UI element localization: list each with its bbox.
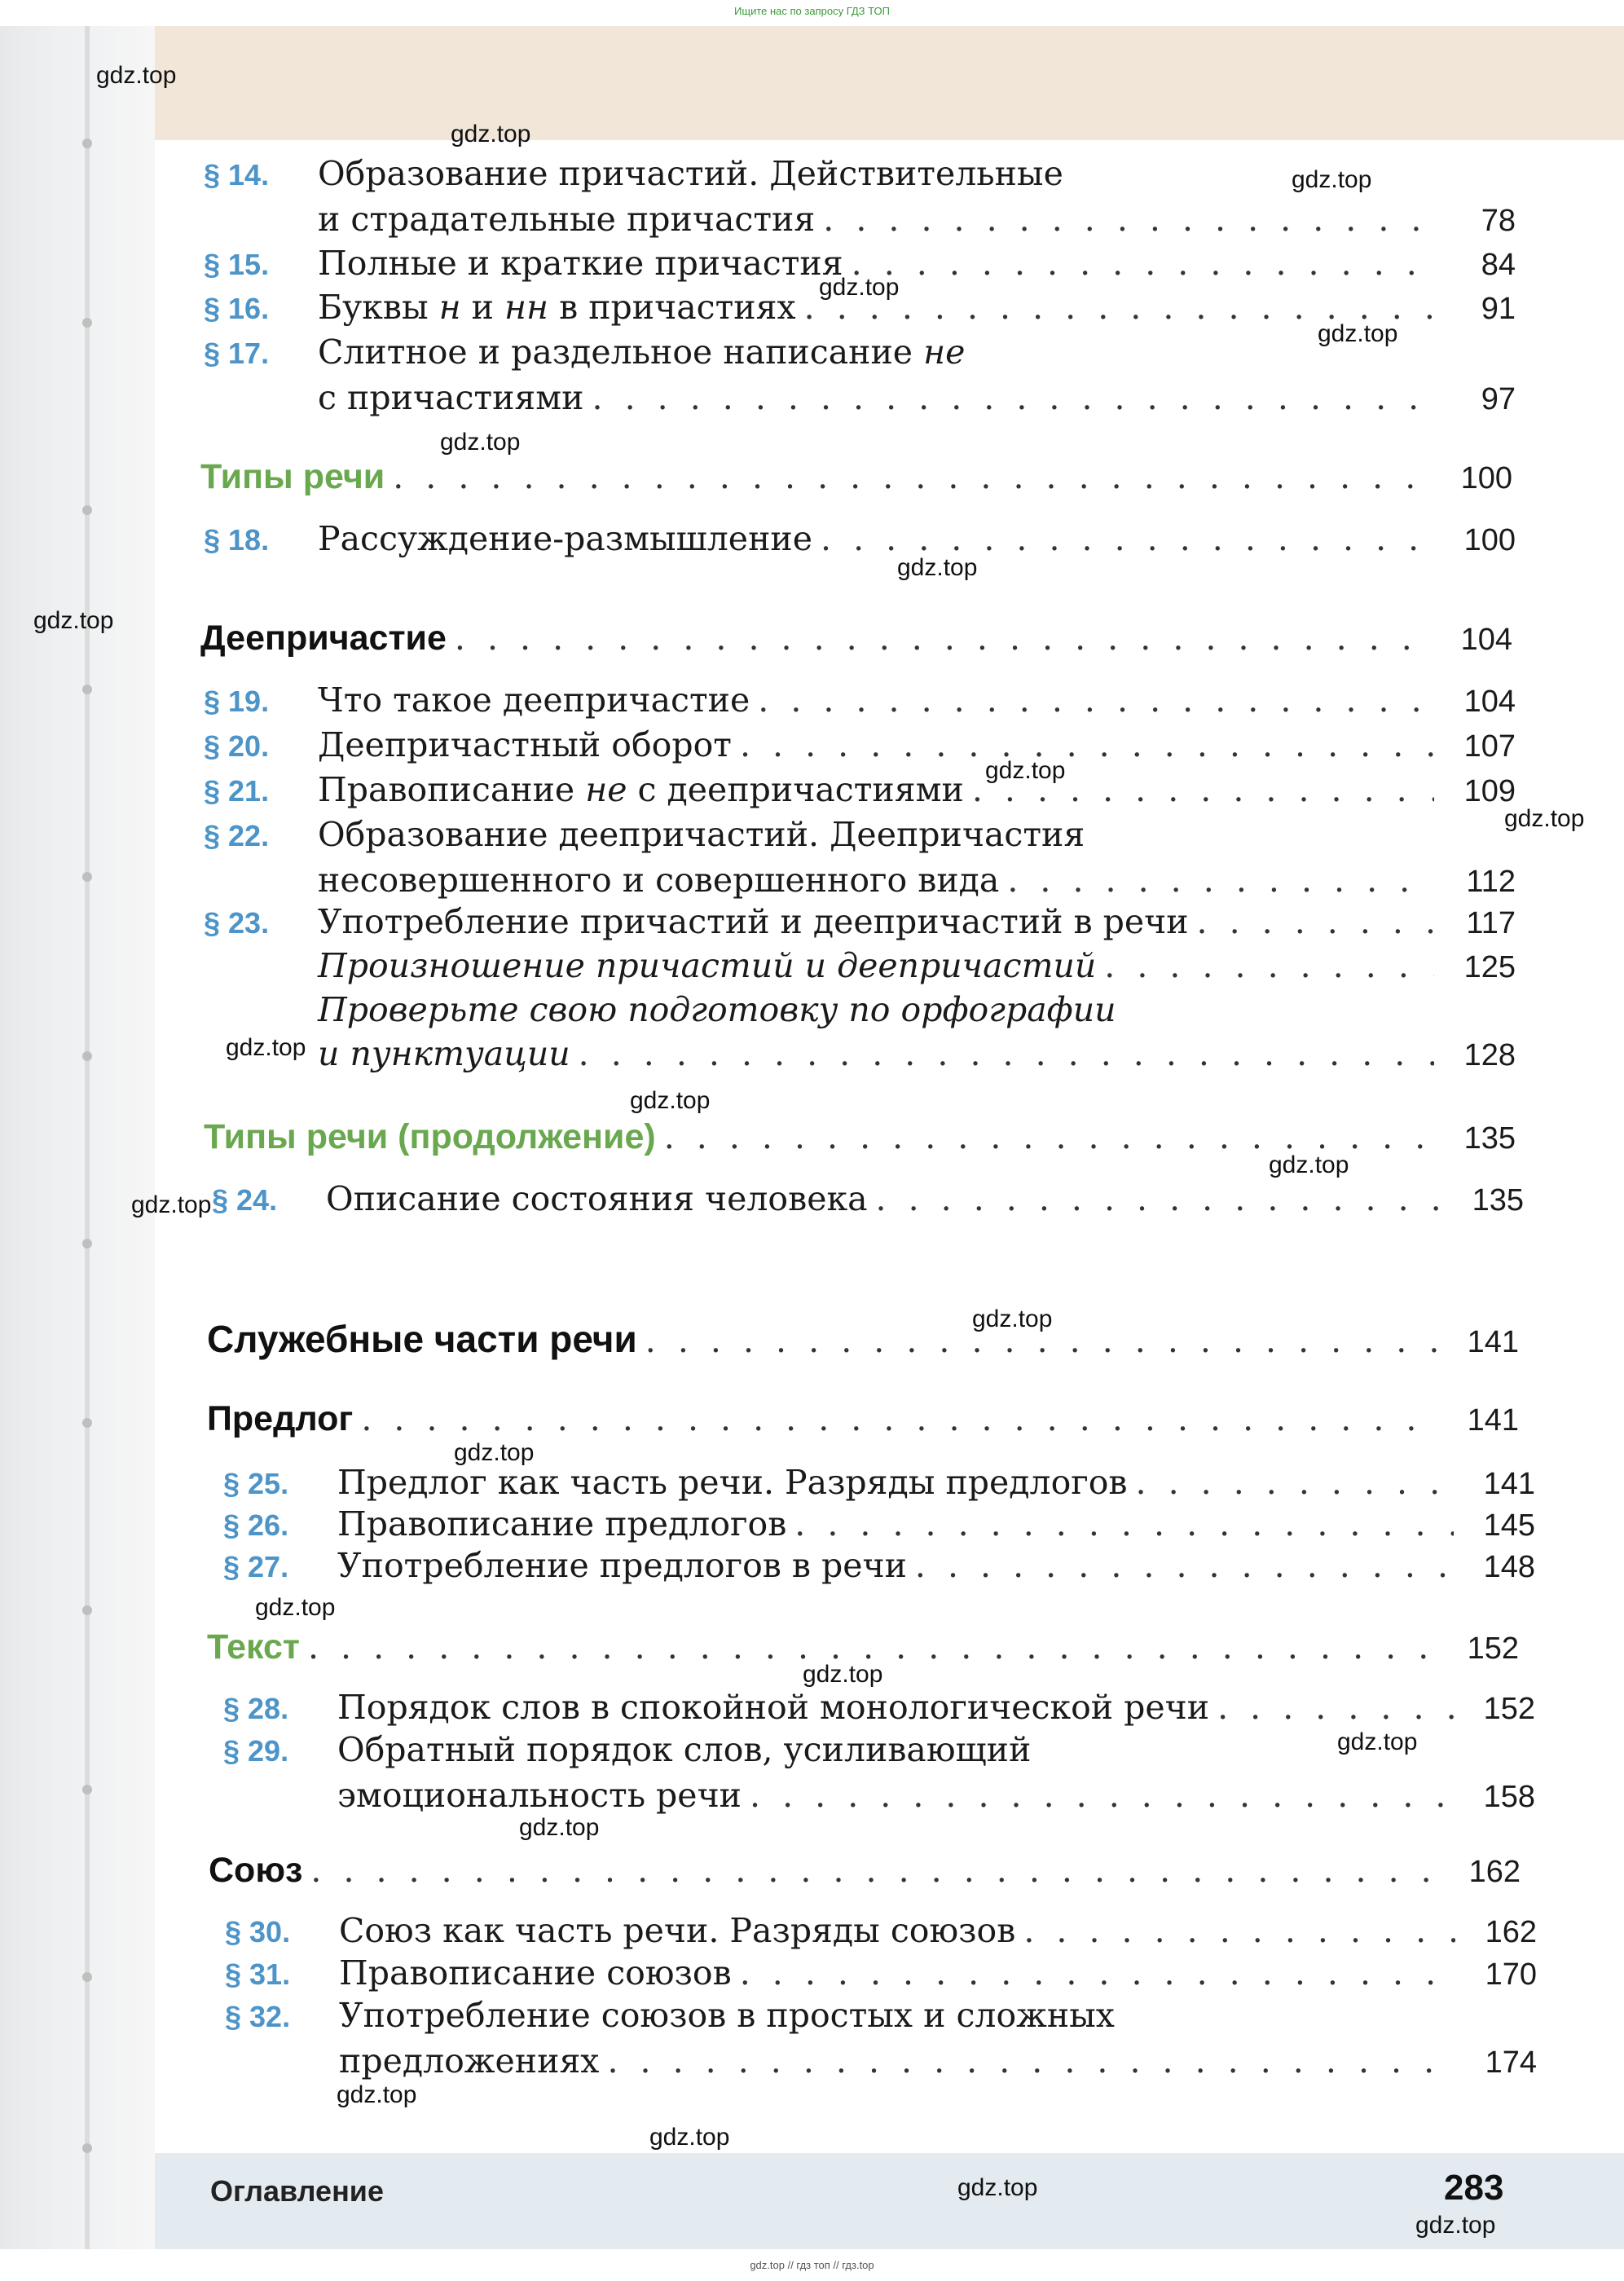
section-heading: Союз (209, 1851, 303, 1890)
entry-title: Образование причастий. Действительные (318, 154, 1063, 193)
top-notice: Ищите нас по запросу ГДЗ ТОП (734, 5, 890, 17)
section-number: § 18. (204, 523, 270, 557)
toc-entry (204, 944, 1516, 989)
page-number: 100 (1460, 461, 1512, 495)
page-number: 152 (1483, 1692, 1535, 1726)
dot-leader (823, 197, 1434, 241)
bottom-notice: gdz.top // гдз топ // гдз.top (750, 2259, 874, 2271)
watermark: gdz.top (1269, 1152, 1349, 1178)
section-number: § 32. (225, 2000, 291, 2033)
footer-title: Оглавление (210, 2174, 384, 2208)
dot-leader (794, 1502, 1454, 1546)
watermark: gdz.top (1415, 2212, 1496, 2239)
entry-title: Рассуждение-размышление (318, 519, 812, 558)
page-number: 84 (1481, 248, 1516, 282)
page-number: 117 (1466, 906, 1516, 940)
section-number: § 28. (223, 1692, 289, 1725)
section-heading: Текст (207, 1627, 300, 1667)
watermark: gdz.top (519, 1814, 600, 1841)
entry-title: Употребление союзов в простых и сложных (339, 1996, 1115, 2035)
dot-leader (1136, 1460, 1454, 1504)
watermark: gdz.top (1337, 1728, 1418, 1755)
dot-leader (310, 1848, 1439, 1892)
toc-part-heading (207, 1317, 1519, 1364)
toc-entry (225, 1993, 1537, 2085)
watermark: gdz.top (649, 2124, 730, 2151)
section-number: § 16. (204, 292, 270, 325)
toc-entry (204, 152, 1516, 243)
section-number: § 30. (225, 1915, 291, 1949)
toc-entry (204, 988, 1516, 1077)
watermark: gdz.top (630, 1087, 711, 1114)
toc-entry (225, 1951, 1537, 1997)
section-number: § 26. (223, 1508, 289, 1542)
watermark: gdz.top (226, 1034, 306, 1061)
dot-leader (361, 1397, 1437, 1441)
part-heading: Служебные части речи (207, 1318, 637, 1360)
page-number: 135 (1463, 1121, 1516, 1156)
watermark: gdz.top (957, 2174, 1038, 2201)
watermark: gdz.top (1318, 320, 1398, 347)
watermark: gdz.top (897, 554, 978, 581)
watermark: gdz.top (440, 429, 521, 456)
entry-title: Буквы н и нн в причастиях (318, 288, 796, 327)
dot-leader (1197, 900, 1434, 944)
page-number: 141 (1467, 1325, 1519, 1359)
page-number: 128 (1463, 1038, 1516, 1072)
watermark: gdz.top (337, 2081, 417, 2108)
entry-title: Описание состояния человека (326, 1179, 868, 1218)
section-number: § 19. (204, 685, 270, 718)
watermark: gdz.top (1504, 805, 1585, 832)
page-number: 109 (1463, 774, 1516, 808)
toc-entry (223, 1543, 1535, 1589)
entry-title-cont: предложениях (339, 2041, 600, 2081)
toc-entry (225, 1909, 1537, 1954)
dot-leader (592, 376, 1435, 420)
dot-leader (1023, 1909, 1455, 1953)
watermark: gdz.top (985, 757, 1066, 784)
watermark: gdz.top (96, 62, 177, 89)
toc-entry (223, 1460, 1535, 1506)
dot-leader (607, 2039, 1455, 2083)
page-number: 141 (1483, 1467, 1535, 1501)
section-number: § 21. (204, 774, 270, 808)
page-number: 162 (1468, 1855, 1521, 1889)
toc-entry (204, 812, 1516, 904)
footer-page-number: 283 (1444, 2168, 1504, 2208)
watermark: gdz.top (454, 1439, 535, 1466)
dot-leader (1104, 944, 1434, 988)
toc-entry (204, 768, 1516, 813)
dot-leader (455, 616, 1431, 660)
page-number: 97 (1481, 382, 1516, 416)
entry-title: Деепричастный оборот (318, 725, 732, 764)
entry-title: Образование деепричастий. Деепричастия (318, 815, 1085, 854)
section-number: § 17. (204, 337, 270, 370)
entry-title-cont: несовершенного и совершенного вида (318, 861, 1000, 900)
page-number: 162 (1485, 1915, 1537, 1949)
watermark: gdz.top (972, 1306, 1053, 1332)
section-number: § 29. (223, 1734, 289, 1768)
watermark: gdz.top (131, 1191, 212, 1218)
page-number: 174 (1485, 2045, 1537, 2080)
entry-title: Правописание союзов (339, 1953, 732, 1993)
dot-leader (740, 723, 1434, 767)
entry-title: Союз как часть речи. Разряды союзов (339, 1911, 1016, 1950)
toc-entry (204, 517, 1516, 562)
toc-section (209, 1848, 1521, 1894)
page-number: 112 (1466, 865, 1516, 899)
entry-title: Произношение причастий и деепричастий (318, 946, 1097, 985)
page-number: 152 (1467, 1631, 1519, 1666)
entry-title: Правописание предлогов (337, 1504, 787, 1543)
entry-title: Слитное и раздельное написание не (318, 332, 966, 372)
toc-entry (204, 723, 1516, 768)
watermark: gdz.top (1292, 166, 1372, 193)
entry-title: Правописание не с деепричастиями (318, 770, 964, 809)
entry-title: Употребление причастий и деепричастий в речи (318, 902, 1189, 941)
section-number: § 14. (204, 158, 270, 192)
dot-leader (393, 455, 1431, 499)
dot-leader (1217, 1685, 1454, 1729)
page-number: 141 (1467, 1403, 1519, 1438)
entry-title-cont: и страдательные причастия (318, 200, 816, 239)
section-heading: Типы речи (200, 457, 385, 496)
section-heading: Предлог (207, 1399, 354, 1438)
section-number: § 22. (204, 819, 270, 852)
section-number: § 24. (212, 1183, 278, 1217)
toc-entry (223, 1685, 1535, 1731)
dot-leader (758, 678, 1434, 722)
section-number: § 27. (223, 1550, 289, 1583)
toc-section (207, 1397, 1519, 1442)
toc-entry (204, 678, 1516, 724)
section-number: § 31. (225, 1957, 291, 1991)
dot-leader (750, 1773, 1454, 1817)
page-number: 104 (1463, 685, 1516, 719)
dot-leader (579, 1032, 1434, 1076)
section-heading: Деепричастие (200, 619, 447, 658)
dot-leader (852, 241, 1434, 285)
watermark: gdz.top (803, 1661, 883, 1688)
entry-title: Предлог как часть речи. Разряды предлогов (337, 1463, 1128, 1502)
watermark: gdz.top (451, 121, 531, 148)
entry-title: Полные и краткие причастия (318, 244, 843, 283)
section-heading: Типы речи (продолжение) (204, 1117, 656, 1156)
watermark: gdz.top (255, 1594, 336, 1621)
section-number: § 15. (204, 248, 270, 281)
entry-title: Проверьте свою подготовку по орфографии (318, 990, 1116, 1029)
watermark: gdz.top (819, 274, 900, 301)
page-number: 135 (1472, 1183, 1524, 1218)
page-number: 91 (1481, 292, 1516, 326)
page-number: 158 (1483, 1780, 1535, 1814)
page-number: 148 (1483, 1550, 1535, 1584)
page-number: 78 (1481, 204, 1516, 238)
page-number: 100 (1463, 523, 1516, 557)
page-number: 125 (1463, 950, 1516, 984)
page-number: 145 (1483, 1508, 1535, 1543)
section-number: § 25. (223, 1467, 289, 1500)
toc-entry (204, 900, 1516, 945)
dot-leader (876, 1177, 1442, 1221)
entry-title-cont: эмоциональность речи (337, 1776, 742, 1815)
dot-leader (1007, 858, 1434, 902)
section-number: § 20. (204, 729, 270, 763)
entry-title: Порядок слов в спокойной монологической речи (337, 1688, 1210, 1727)
entry-title: Что такое деепричастие (318, 680, 750, 720)
page-number: 107 (1463, 729, 1516, 764)
entry-title-cont: с причастиями (318, 378, 584, 417)
toc-section (200, 455, 1512, 500)
toc-entry (212, 1177, 1524, 1222)
dot-leader (740, 1951, 1455, 1995)
toc-entry (223, 1502, 1535, 1548)
entry-title: Употребление предлогов в речи (337, 1546, 907, 1585)
toc-section (200, 616, 1512, 662)
entry-title-cont: и пунктуации (318, 1034, 570, 1073)
page-number: 104 (1460, 623, 1512, 657)
watermark: gdz.top (33, 607, 114, 634)
entry-title: Обратный порядок слов, усиливающий (337, 1730, 1032, 1769)
page-number: 170 (1485, 1957, 1537, 1992)
section-number: § 23. (204, 906, 270, 940)
dot-leader (915, 1543, 1454, 1587)
